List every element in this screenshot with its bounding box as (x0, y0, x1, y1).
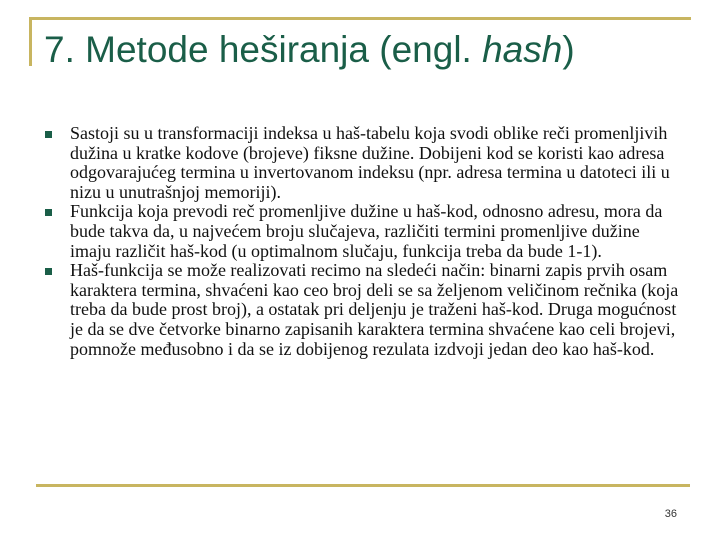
page-number: 36 (664, 508, 677, 520)
bullet-text: Sastoji su u transformaciji indeksa u haš-tabelu koja svodi oblike reči promenljivih dužina u kratke kodove (brojeve) fiksne dužine. Dobijeni kod se koristi kao adresa odgovarajućeg termina u invertovanom indeksu (npr. adresa termina u datoteci ili u nizu u unutrašnjoj memoriji). (70, 123, 670, 202)
title-closing: ) (562, 29, 575, 70)
frame-top-line (29, 17, 691, 20)
title-italic-text: hash (482, 29, 563, 70)
bullet-text: Funkcija koja prevodi reč promenljive dužine u haš-kod, odnosno adresu, mora da bude takva da, u najvećem broju slučajeva, različiti termini promenljive dužine imaju različit haš-kod (u optimalnom slučaju, funkcija treba da bude 1-1). (70, 201, 663, 261)
bullet-text: Haš-funkcija se može realizovati recimo na sledeći način: binarni zapis prvih osam karaktera termina, shvaćeni kao ceo broj deli se sa željenom veličinom rečnika (koja treba da bude prost broj), a ostatak pri deljenju je traženi haš-kod. Druga mogućnost je da se dve četvorke binarno zapisanih karaktera termina shvaćene kao celi brojevi, pomnože međusobno i da se iz dobijenog rezulata izdvoji jedan deo kao haš-kod. (70, 260, 679, 359)
square-bullet-icon (45, 268, 52, 275)
frame-bottom-line (36, 484, 690, 487)
frame-left-line (29, 17, 32, 66)
square-bullet-icon (45, 209, 52, 216)
square-bullet-icon (45, 131, 52, 138)
bullet-item (44, 202, 684, 261)
bullet-item (44, 261, 684, 359)
bullet-item (44, 124, 684, 202)
title-text: 7. Metode heširanja (engl. (44, 29, 483, 70)
bullet-list (44, 124, 684, 359)
slide-title (44, 28, 575, 72)
